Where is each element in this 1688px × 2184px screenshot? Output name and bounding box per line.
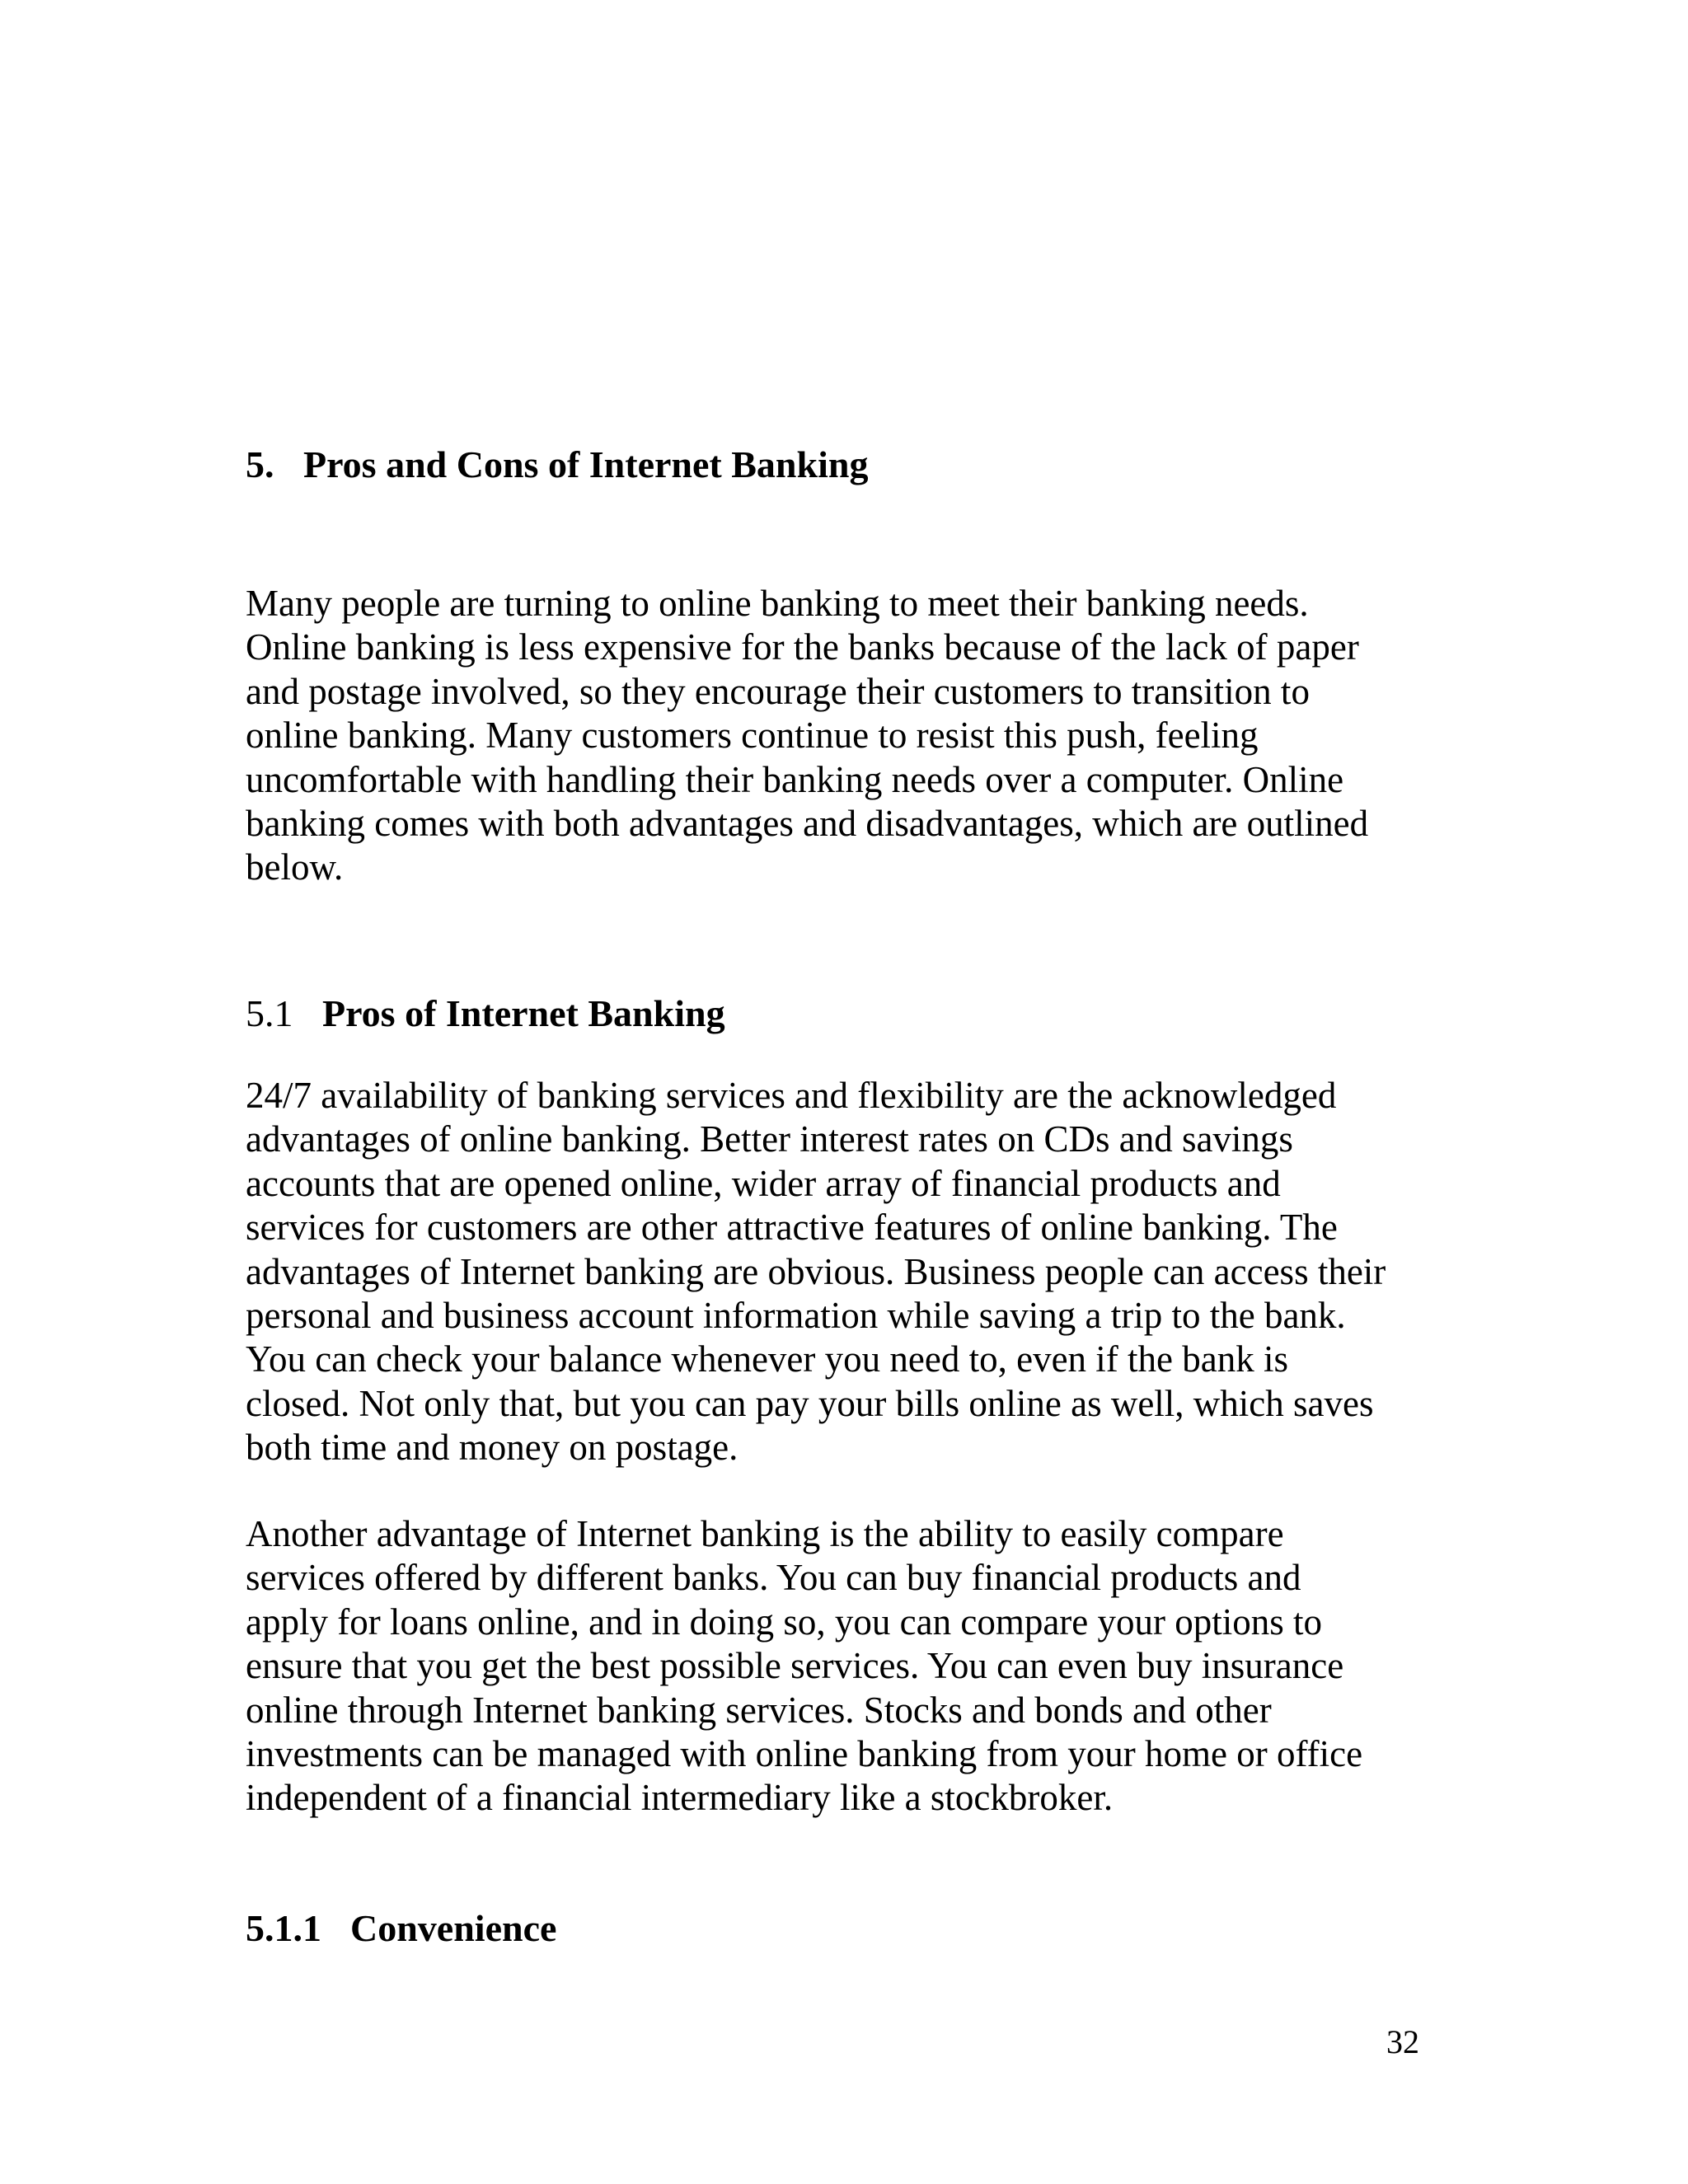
page-number: 32 xyxy=(1386,2023,1419,2060)
paragraph-line: online through Internet banking services. Stocks and bonds and other xyxy=(246,1689,1272,1731)
paragraph-line: online banking. Many customers continue to resist this push, feeling xyxy=(246,715,1259,757)
paragraph-line: both time and money on postage. xyxy=(246,1427,738,1469)
paragraph-line: personal and business account information while saving a trip to the bank. xyxy=(246,1295,1346,1337)
subsection-number: 5.1 xyxy=(246,992,293,1034)
paragraph-line: banking comes with both advantages and disadvantages, which are outlined xyxy=(246,803,1369,845)
pros-paragraph-1 xyxy=(246,1074,1441,1470)
paragraph-line: uncomfortable with handling their banking needs over a computer. Online xyxy=(246,758,1344,800)
subsubsection-title: Convenience xyxy=(350,1907,557,1949)
section-heading-pros-and-cons xyxy=(246,440,868,490)
subsection-title: Pros of Internet Banking xyxy=(322,992,725,1034)
paragraph-line: Online banking is less expensive for the banks because of the lack of paper xyxy=(246,626,1359,668)
paragraph-line: investments can be managed with online banking from your home or office xyxy=(246,1733,1363,1775)
paragraph-line: Many people are turning to online banking to meet their banking needs. xyxy=(246,583,1309,624)
paragraph-line: advantages of online banking. Better interest rates on CDs and savings xyxy=(246,1118,1293,1160)
section-number: 5. xyxy=(246,443,274,485)
pros-paragraph-2 xyxy=(246,1512,1441,1821)
paragraph-line: advantages of Internet banking are obvious. Business people can access their xyxy=(246,1250,1386,1292)
paragraph-line: and postage involved, so they encourage their customers to transition to xyxy=(246,670,1310,712)
paragraph-line: ensure that you get the best possible services. You can even buy insurance xyxy=(246,1645,1344,1687)
subsubsection-number: 5.1.1 xyxy=(246,1907,321,1949)
section-title: Pros and Cons of Internet Banking xyxy=(303,443,869,485)
paragraph-line: services offered by different banks. You can buy financial products and xyxy=(246,1557,1301,1599)
paragraph-line: 24/7 availability of banking services and flexibility are the acknowledged xyxy=(246,1075,1337,1116)
subsection-heading-pros xyxy=(246,989,725,1038)
paragraph-line: closed. Not only that, but you can pay your bills online as well, which saves xyxy=(246,1382,1374,1424)
paragraph-line: apply for loans online, and in doing so, you can compare your options to xyxy=(246,1601,1323,1643)
paragraph-line: accounts that are opened online, wider array of financial products and xyxy=(246,1162,1281,1204)
paragraph-line: Another advantage of Internet banking is the ability to easily compare xyxy=(246,1513,1284,1554)
intro-paragraph xyxy=(246,582,1441,890)
paragraph-line: below. xyxy=(246,846,344,888)
subsubsection-heading-convenience xyxy=(246,1904,556,1953)
paragraph-line: independent of a financial intermediary like a stockbroker. xyxy=(246,1777,1114,1819)
paragraph-line: You can check your balance whenever you need to, even if the bank is xyxy=(246,1338,1288,1380)
paragraph-line: services for customers are other attractive features of online banking. The xyxy=(246,1207,1338,1249)
